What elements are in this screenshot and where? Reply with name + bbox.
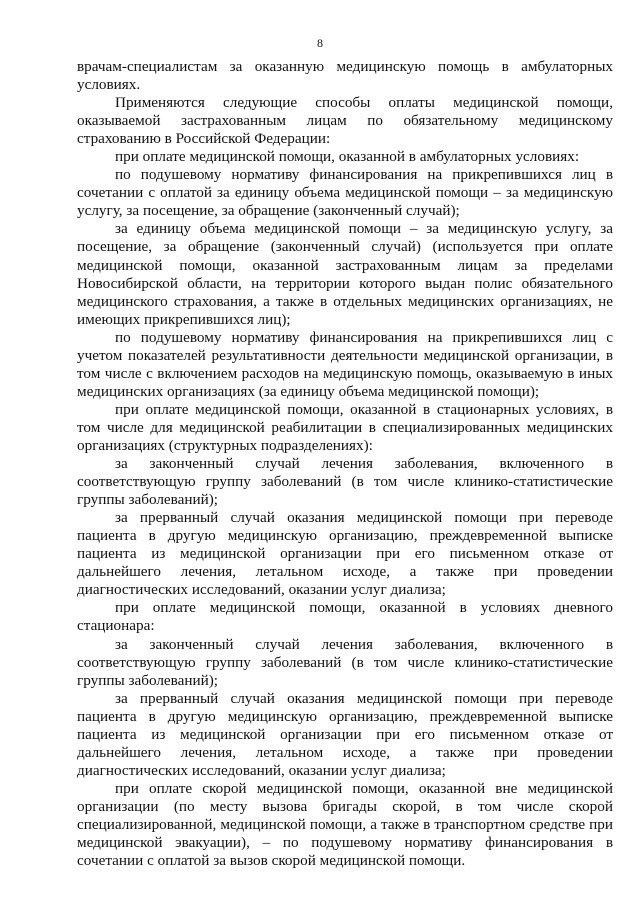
paragraph-7: при оплате медицинской помощи, оказанной в стационарных условиях, в том числе для медицинской реабилитации в специализированных медицинских организациях (структурных подразделениях): <box>77 400 613 454</box>
paragraph-4: по подушевому нормативу финансирования на прикрепившихся лиц в сочетании с оплатой за единицу объема медицинской помощи – за медицинскую услугу, за посещение, за обращение (законченный случай); <box>77 166 613 220</box>
paragraph-8: за законченный случай лечения заболевания, включенного в соответствующую группу заболеваний (в том числе клинико-статистические группы заболеваний); <box>77 455 613 509</box>
paragraph-10: при оплате медицинской помощи, оказанной в условиях дневного стационара: <box>77 599 613 635</box>
paragraph-3: при оплате медицинской помощи, оказанной в амбулаторных условиях: <box>115 148 580 166</box>
paragraph-12: за прерванный случай оказания медицинской помощи при переводе пациента в другую медицинскую организацию, преждевременной выписке пациента из медицинской организации при его письменном отказе от дальнейшего лечения, летальном исходе, а также при проведении диагностических исследований, оказании услуг диализа; <box>77 689 613 779</box>
page-number: 8 <box>317 36 323 50</box>
paragraph-6: по подушевому нормативу финансирования на прикрепившихся лиц с учетом показателей результативности деятельности медицинской организации, в том числе с включением расходов на медицинскую помощь, оказываемую в иных медицинских организациях (за единицу объема медицинской помощи); <box>77 328 613 400</box>
document-body <box>77 58 613 870</box>
paragraph-1: врачам-специалистам за оказанную медицинскую помощь в амбулаторных условиях. <box>77 58 613 94</box>
paragraph-11: за законченный случай лечения заболевания, включенного в соответствующую группу заболеваний (в том числе клинико-статистические группы заболеваний); <box>77 635 613 689</box>
paragraph-5: за единицу объема медицинской помощи – за медицинскую услугу, за посещение, за обращение (законченный случай) (используется при оплате медицинской помощи, оказанной застрахованным лицам за пределами Новосибирской области, на территории которого выдан полис обязательного медицинского страхования, а также в отдельных медицинских организациях, не имеющих прикрепившихся лиц); <box>77 220 613 328</box>
paragraph-9: за прерванный случай оказания медицинской помощи при переводе пациента в другую медицинскую организацию, преждевременной выписке пациента из медицинской организации при его письменном отказе от дальнейшего лечения, летальном исходе, а также при проведении диагностических исследований, оказании услуг диализа; <box>77 509 613 599</box>
paragraph-2: Применяются следующие способы оплаты медицинской помощи, оказываемой застрахованным лицам по обязательному медицинскому страхованию в Российской Федерации: <box>77 94 613 148</box>
paragraph-13: при оплате скорой медицинской помощи, оказанной вне медицинской организации (по месту вызова бригады скорой, в том числе скорой специализированной, медицинской помощи, а также в транспортном средстве при медицинской эвакуации), – по подушевому нормативу финансирования в сочетании с оплатой за вызов скорой медицинской помощи. <box>77 779 613 870</box>
